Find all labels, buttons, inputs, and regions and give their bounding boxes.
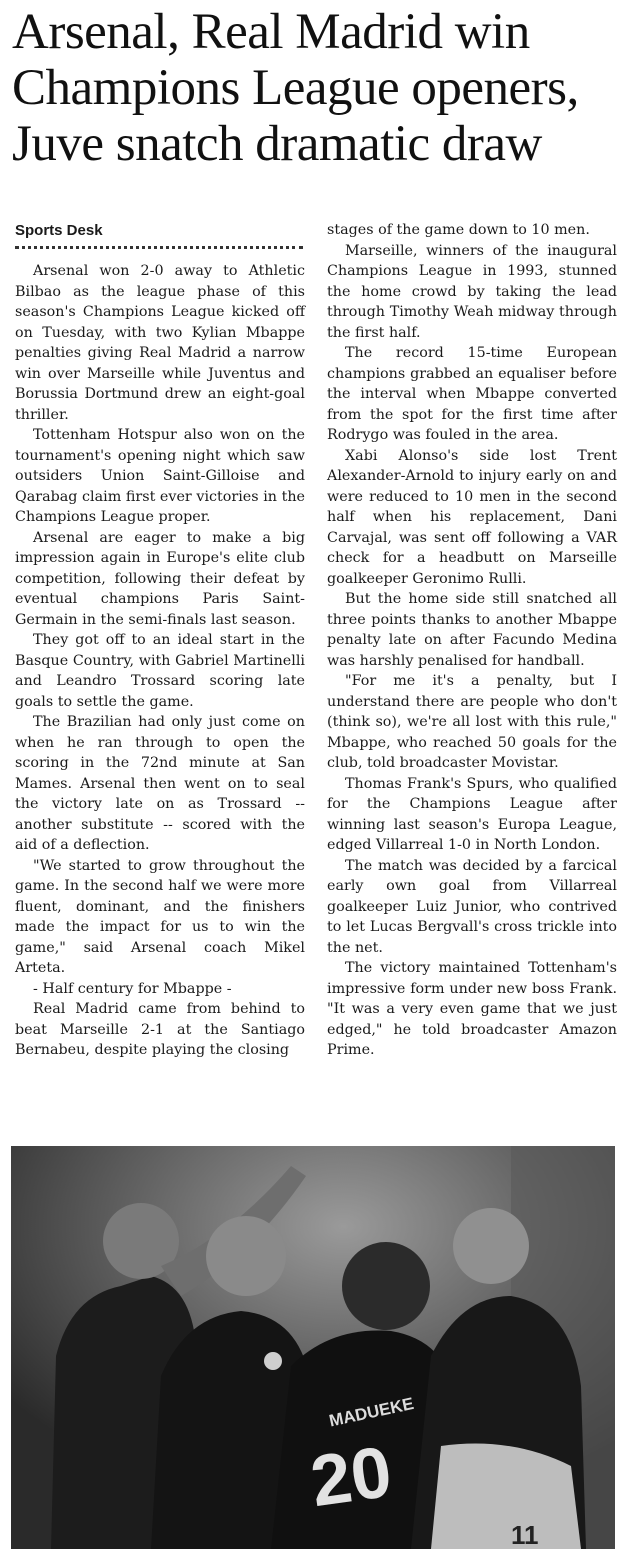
shirt-number-2: 11 [511, 1520, 539, 1549]
paragraph: The record 15-time European champions grabbed an equaliser before the interval when Mbappe converted from the spot for the first time after Rodrygo was fouled in the area. [327, 345, 617, 443]
headline [12, 4, 624, 172]
paragraph: They got off to an ideal start in the Basque Country, with Gabriel Martinelli and Leandro Trossard scoring late goals to settle the game. [15, 632, 305, 710]
article-column-1 [15, 261, 305, 1061]
paragraph: Real Madrid came from behind to beat Marseille 2-1 at the Santiago Bernabeu, despite playing the closing [15, 1001, 305, 1058]
dotted-divider [15, 246, 303, 249]
paragraph: Arsenal are eager to make a big impression again in Europe's elite club competition, following their defeat by eventual champions Paris Saint-Germain in the semi-finals last season. [15, 529, 305, 628]
paragraph: Xabi Alonso's side lost Trent Alexander-Arnold to injury early on and were reduced to 10 men in the second half when his replacement, Dani Carvajal, was sent off following a VAR check for a headbutt on Marseille goalkeeper Geronimo Rulli. [327, 447, 617, 587]
paragraph: But the home side still snatched all three points thanks to another Mbappe penalty late on after Facundo Medina was harshly penalised for handball. [327, 591, 617, 669]
shirt-name: MADUEKE [327, 1394, 416, 1431]
subheading: - Half century for Mbappe - [33, 980, 232, 997]
headline-line-2: Champions League openers, [12, 60, 579, 116]
article-column-2 [327, 220, 617, 1061]
paragraph: stages of the game down to 10 men. [327, 222, 590, 238]
paragraph: The match was decided by a farcical early own goal from Villarreal goalkeeper Luiz Junior, who contrived to let Lucas Bergvall's cross trickle into the net. [327, 857, 617, 956]
paragraph: "We started to grow throughout the game. In the second half we were more fluent, dominant, and the finishers made the impact for us to win the game," said Arsenal coach Mikel Arteta. [15, 857, 305, 976]
paragraph: Tottenham Hotspur also won on the tournament's opening night which saw outsiders Union Saint-Gilloise and Qarabag claim first ever victories in the Champions League proper. [15, 427, 305, 525]
paragraph: The victory maintained Tottenham's impressive form under new boss Frank. "It was a very even game that we just edged," he told broadcaster Amazon Prime. [327, 960, 617, 1058]
paragraph: Arsenal won 2-0 away to Athletic Bilbao as the league phase of this season's Champions League kicked off on Tuesday, with two Kylian Mbappe penalties giving Real Madrid a narrow win over Marseille while Juventus and Borussia Dortmund drew an eight-goal thriller. [15, 263, 305, 423]
byline: Sports Desk [15, 222, 103, 239]
paragraph: The Brazilian had only just come on when he ran through to open the scoring in the 72nd minute at San Mames. Arsenal then went on to seal the victory late on as Trossard -- another substitute -- scored with the aid of a deflection. [15, 714, 305, 853]
headline-line-1: Arsenal, Real Madrid win [12, 4, 530, 60]
paragraph: Thomas Frank's Spurs, who qualified for the Champions League after winning last season's Europa League, edged Villarreal 1-0 in North London. [327, 775, 617, 853]
paragraph: "For me it's a penalty, but I understand there are people who don't (think so), we're all lost with this rule," Mbappe, who reached 50 goals for the club, told broadcaster Movistar. [327, 673, 617, 771]
shirt-number: 20 [305, 1431, 397, 1523]
match-photo [11, 1146, 615, 1549]
champions-league-badge-icon [264, 1352, 282, 1370]
paragraph: Marseille, winners of the inaugural Champions League in 1993, stunned the home crowd by taking the lead through Timothy Weah midway through the first half. [327, 242, 617, 341]
headline-line-3: Juve snatch dramatic draw [12, 116, 542, 172]
